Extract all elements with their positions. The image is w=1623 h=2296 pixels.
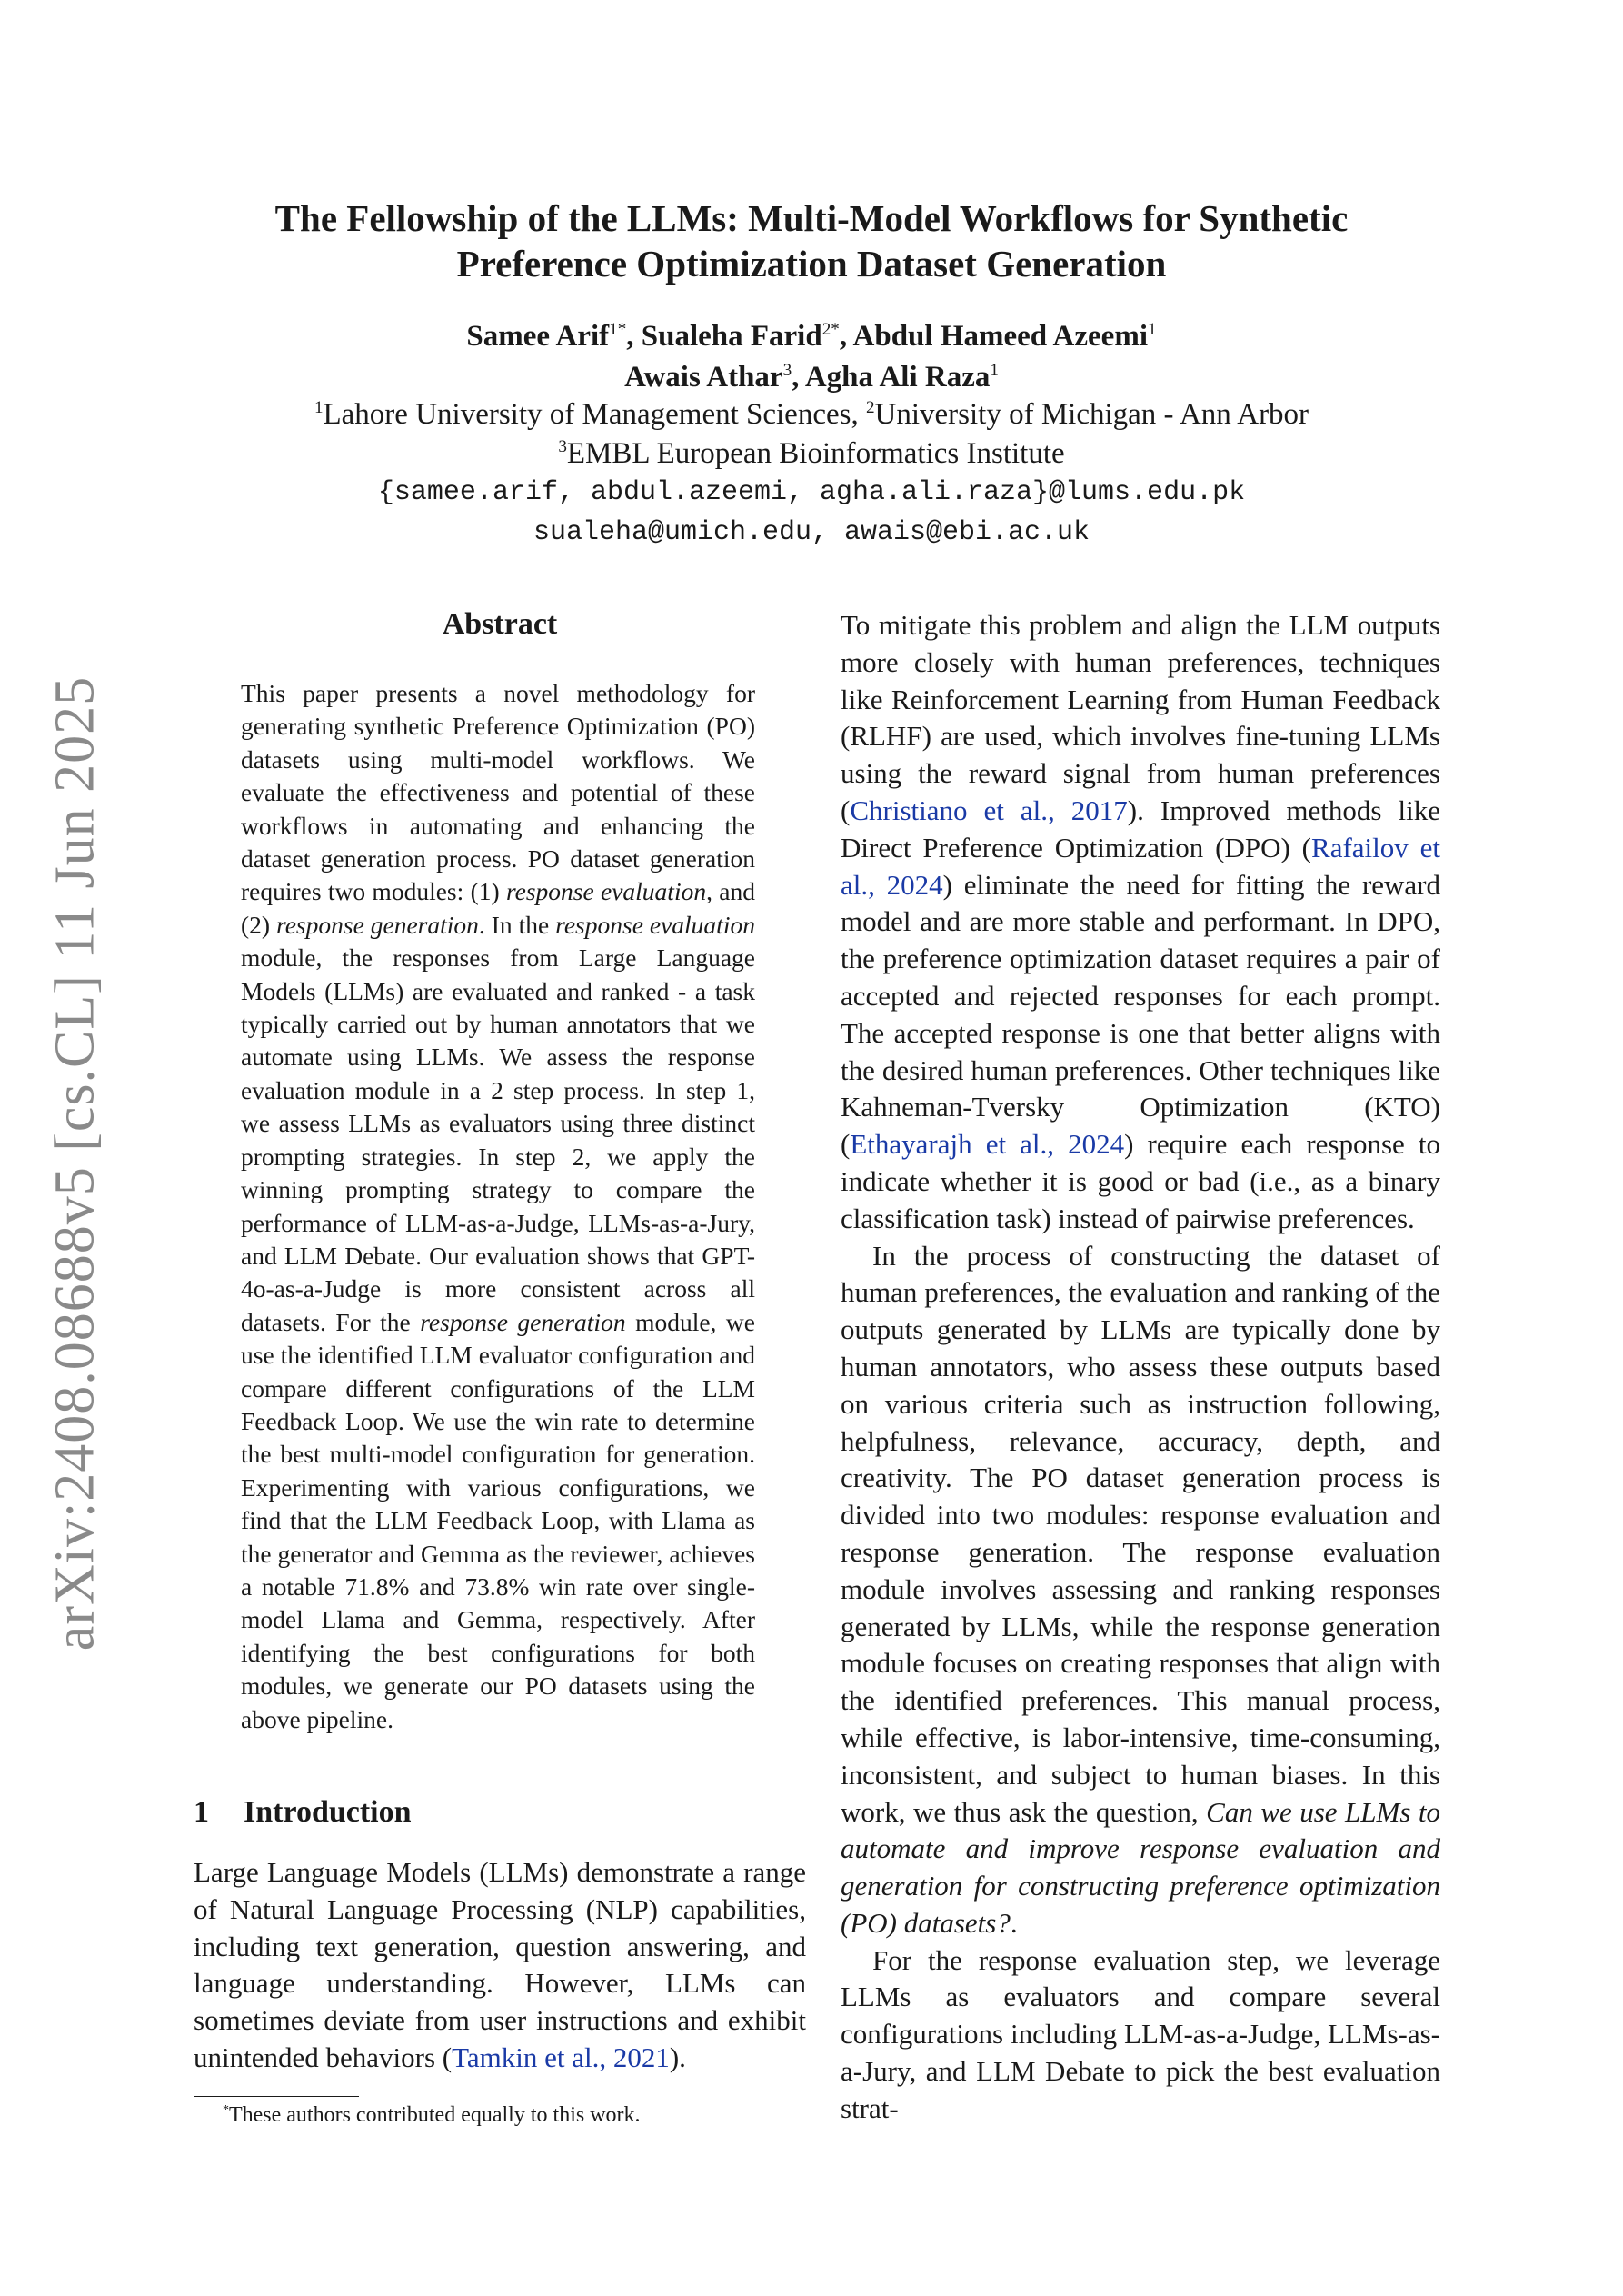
- footnote-mark: *: [223, 2103, 229, 2117]
- section-title: Introduction: [244, 1795, 412, 1829]
- abstract-emphasis: response evaluation: [505, 877, 707, 906]
- abstract-text: , and (2): [241, 877, 755, 939]
- author-name: Sualeha Farid: [641, 320, 822, 353]
- affiliation-text: University of Michigan - Ann Arbor: [874, 398, 1309, 431]
- intro-text: ).: [669, 2041, 686, 2073]
- citation-link[interactable]: Rafailov et al., 2024: [841, 831, 1441, 901]
- author-name: Agha Ali Raza: [804, 361, 991, 394]
- title-line-2: Preference Optimization Dataset Generation: [456, 243, 1167, 285]
- author-affil-mark: 1: [990, 361, 999, 380]
- affil-mark: 1: [314, 398, 324, 417]
- footnote-rule: [194, 2096, 359, 2097]
- author-name: Abdul Hameed Azeemi: [852, 320, 1148, 353]
- introduction-paragraph: [194, 1854, 806, 2077]
- author-list: [0, 316, 1623, 398]
- body-text: For the response evaluation step, we leverage LLMs as evaluators and compare several configurations including LLM-as-a-Judge, LLMs-as-a-Jury, and LLM Debate to pick the best evaluation strat-: [841, 1943, 1440, 2124]
- citation-link[interactable]: Tamkin et al., 2021: [452, 2041, 670, 2073]
- email-line-1[interactable]: {samee.arif, abdul.azeemi, agha.ali.raza}@lums.edu.pk: [377, 477, 1246, 508]
- author-name: Samee Arif: [466, 320, 610, 353]
- right-column-text: [841, 607, 1440, 2128]
- section-heading-introduction: [194, 1795, 412, 1830]
- paragraph: [841, 1238, 1440, 1942]
- citation-link[interactable]: Christiano et al., 2017: [850, 794, 1128, 826]
- abstract-heading: Abstract: [442, 607, 558, 641]
- body-text: In the process of constructing the dataset of human preferences, the evaluation and ranking of the outputs generated by LLMs are typically done by human annotators, who assess these outputs based on various criteria such as instruction following, helpfulness, relevance, accuracy, depth, and creativity. The PO dataset generation process is divided into two modules: response evaluation and response generation. The response evaluation module involves assessing and ranking responses generated by LLMs, while the response generation module focuses on creating responses that align with the identified preferences. This manual process, while effective, is labor-intensive, time-consuming, inconsistent, and subject to human biases. In this work, we thus ask the question,: [841, 1239, 1440, 1828]
- citation-link[interactable]: Ethayarajh et al., 2024: [850, 1128, 1125, 1161]
- body-text: ). Improved methods like Direct Preference Optimization (DPO) (: [841, 794, 1440, 863]
- arxiv-identifier: arXiv:2408.08688v5 [cs.CL] 11 Jun 2025: [44, 675, 106, 1652]
- affiliations: [0, 395, 1623, 474]
- footnote-text: These authors contributed equally to this work.: [228, 2103, 641, 2127]
- affiliation-text: EMBL European Bioinformatics Institute: [566, 437, 1065, 470]
- research-question: Can we use LLMs to automate and improve response evaluation and generation for constructing preference optimization (PO) datasets?: [841, 1795, 1440, 1939]
- email-line-2[interactable]: sualeha@umich.edu, awais@ebi.ac.uk: [533, 517, 1090, 548]
- affiliation-line-1: [0, 395, 1623, 434]
- abstract-text: . In the: [478, 910, 556, 939]
- affiliation-text: Lahore University of Management Sciences,: [323, 398, 866, 431]
- author-affil-mark: 1*: [609, 320, 627, 339]
- paragraph: [841, 1942, 1440, 2128]
- footnote: [223, 2103, 641, 2128]
- body-text: .: [1010, 1906, 1018, 1939]
- intro-text: Large Language Models (LLMs) demonstrate a range of Natural Language Processing (NLP) capabilities, including text generation, question answering, and language understanding. However, LLMs can sometimes deviate from user instructions and exhibit unintended behaviors (: [194, 1856, 806, 2073]
- author-affil-mark: 2*: [821, 320, 840, 339]
- paragraph: [841, 607, 1440, 1238]
- body-text: ) eliminate the need for fitting the reward model and are more stable and performant. In DPO, the preference optimization dataset requires a pair of accepted and rejected responses for each prompt. The accepted response is one that better aligns with the desired human preferences. Other techniques like Kahneman-Tversky Optimization (KTO) (: [841, 868, 1440, 1161]
- author-line-1: Samee Arif$^{1*}$, Sualeha Farid$^{2*}$, Abdul Hameed Azeemi$^1$: [466, 320, 1157, 353]
- author-name: Awais Athar: [624, 361, 783, 394]
- body-text: To mitigate this problem and align the LLM outputs more closely with human preferences, techniques like Reinforcement Learning from Human Feedback (RLHF) are used, which involves fine-tuning LLMs using the reward signal from human preferences (: [841, 609, 1440, 826]
- abstract-text: module, we use the identified LLM evaluator configuration and compare different configurations of the LLM Feedback Loop. We use the win rate to determine the best multi-model configuration for generation. Experimenting with various configurations, we find that the LLM Feedback Loop, with Llama as the generator and Gemma as the reviewer, achieves a notable 71.8% and 73.8% win rate over single-model Llama and Gemma, respectively. After identifying the best configurations for both modules, we generate our PO datasets using the above pipeline.: [241, 1307, 755, 1733]
- abstract-body: [241, 677, 755, 1736]
- abstract-emphasis: response evaluation: [555, 910, 755, 939]
- abstract-text: module, the responses from Large Language Models (LLMs) are evaluated and ranked - a task typically carried out by human annotators that we automate using LLMs. We assess the response evaluation module in a 2 step process. In step 1, we assess LLMs as evaluators using three distinct prompting strategies. In step 2, we apply the winning prompting strategy to compare the performance of LLM-as-a-Judge, LLMs-as-a-Jury, and LLM Debate. Our evaluation shows that GPT-4o-as-a-Judge is more consistent across all datasets. For the: [241, 943, 755, 1336]
- title-line-1: The Fellowship of the LLMs: Multi-Model Workflows for Synthetic: [274, 197, 1349, 239]
- abstract-emphasis: response generation: [276, 910, 479, 939]
- affil-mark: 3: [558, 437, 567, 456]
- author-line-2: Awais Athar$^3$, Agha Ali Raza$^1$: [624, 361, 999, 394]
- abstract-text: This paper presents a novel methodology for generating synthetic Preference Optimization (PO) datasets using multi-model workflows. We evaluate the effectiveness and potential of these workflows in automating and enhancing the dataset generation process. PO dataset generation requires two modules: (1): [241, 679, 755, 906]
- author-affil-mark: 3: [782, 361, 792, 380]
- affiliation-line-2: [0, 434, 1623, 474]
- paper-title: [0, 195, 1623, 286]
- arxiv-sidebar-stamp: [38, 673, 113, 1654]
- affil-mark: 2: [865, 398, 875, 417]
- section-number: 1: [194, 1795, 209, 1829]
- abstract-emphasis: response generation: [420, 1307, 626, 1336]
- body-text: ) require each response to indicate whether it is good or bad (i.e., as a binary classification task) instead of pairwise preferences.: [841, 1128, 1440, 1234]
- author-emails: [0, 473, 1623, 553]
- author-affil-mark: 1: [1148, 320, 1157, 339]
